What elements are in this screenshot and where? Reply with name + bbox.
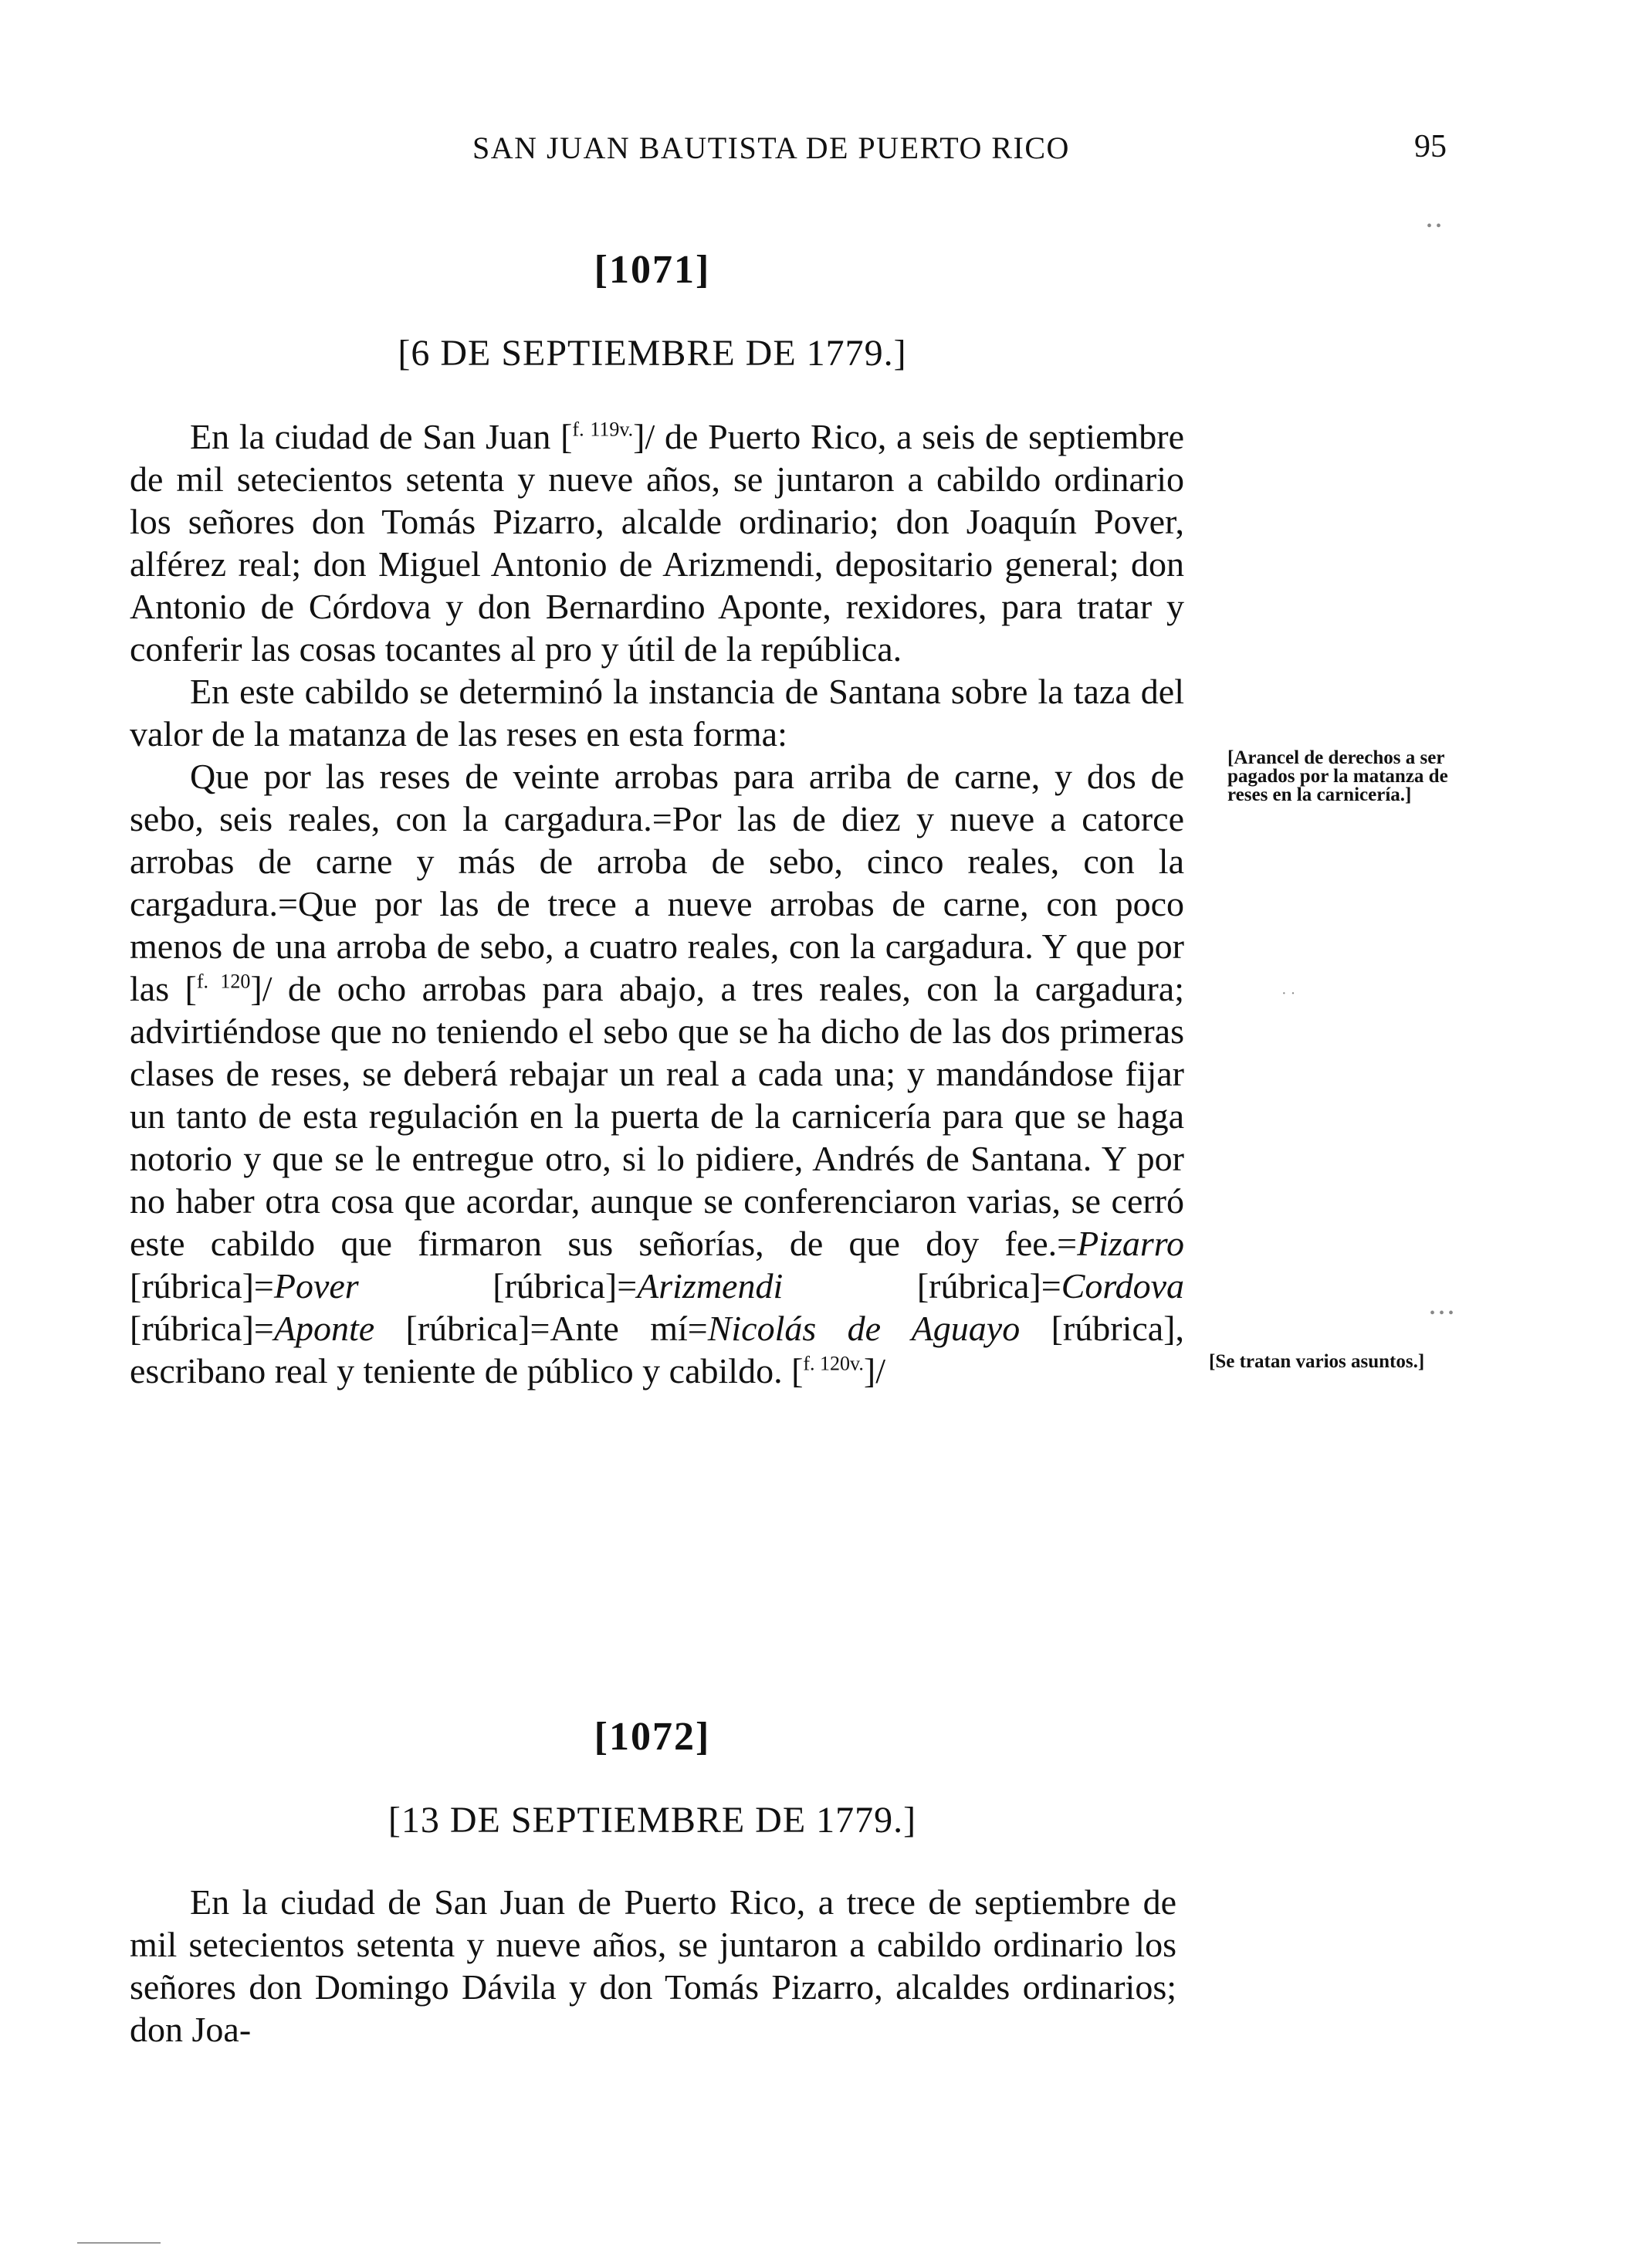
scan-dots: · · [1281, 985, 1296, 1002]
signature-aguayo: Nicolás de Aguayo [707, 1309, 1021, 1348]
running-head: SAN JUAN BAUTISTA DE PUERTO RICO [472, 130, 1070, 165]
footer-rule [77, 2242, 161, 2244]
paragraph-2: En este cabildo se determinó la instancia de Santana sobre la taza del valor de la matanza de las reses en esta forma: [130, 672, 1184, 754]
margin-note-arancel: [Arancel de derechos a ser pagados por la matanza de reses en la carnicería.] [1227, 747, 1448, 805]
signature-aponte: Aponte [273, 1309, 375, 1348]
doc-1072-date: [13 DE SEPTIEMBRE DE 1779.] [388, 1800, 917, 1841]
scan-dots: • • • [1430, 1305, 1454, 1322]
signature-pizarro: Pizarro [1077, 1224, 1184, 1263]
signature-arizmendi: Arizmendi [637, 1266, 784, 1306]
doc-1072-number: [1072] [594, 1715, 711, 1759]
margin-note-asuntos: [Se tratan varios asuntos.] [1209, 1351, 1425, 1372]
doc-1071-number: [1071] [594, 248, 711, 292]
paragraph-3: Que por las reses de veinte arrobas para arriba de carne, y dos de sebo, seis reales, con la cargadura.=Por las de diez y nueve a catorce arrobas de carne y más de arroba de sebo, cinco reales, con la cargadura.=Que por las de trece a nueve arrobas de carne, con poco menos de una arroba de sebo, a cuatro reales, con la cargadura. Y que por las [$^{f. 120}$]/ de ocho arrobas para abajo, a tres reales, con la cargadura; advirtiéndose que no teniendo el sebo que se ha dicho de las dos primeras clases de reses, se deberá rebajar un real a cada una; y mandándose fijar un tanto de esta regulación en la puerta de la carnicería para que se haga notorio y que se le entregue otro, si lo pidiere, Andrés de Santana. Y por no haber otra cosa que acordar, aunque se conferenciaron varias, se cerró este cabildo que firmaron sus señorías, de que doy fee.=Pizarro [rúbrica]=Pover [rúbrica]=Arizmendi [rúbrica]=Cordova [rúbrica]=Aponte [rúbrica]=Ante mí=Nicolás de Aguayo [rúbrica], escribano real y teniente de público y cabildo. [$^{f. 120v.}$]/ [130, 757, 1184, 1391]
doc-1071-body [130, 415, 1184, 1392]
scan-dots: • • [1427, 218, 1442, 235]
paragraph-1: En la ciudad de San Juan [$^{f. 119v.}$]/ de Puerto Rico, a seis de septiembre de mil setecientos setenta y nueve años, se juntaron a cabildo ordinario los señores don Tomás Pizarro, alcalde ordinario; don Joaquín Pover, alférez real; don Miguel Antonio de Arizmendi, depositario general; don Antonio de Córdova y don Bernardino Aponte, rexidores, para tratar y conferir las cosas tocantes al pro y útil de la república. [130, 417, 1184, 669]
doc-1071-date: [6 DE SEPTIEMBRE DE 1779.] [398, 333, 907, 374]
page-number: 95 [1414, 129, 1447, 164]
signature-pover: Pover [273, 1266, 359, 1306]
paragraph-1072-1: En la ciudad de San Juan de Puerto Rico, a trece de septiembre de mil setecientos setenta y nueve años, se juntaron a cabildo ordinario los señores don Domingo Dávila y don Tomás Pizarro, alcaldes ordinarios; don Joa- [130, 1882, 1176, 2049]
signature-cordova: Cordova [1061, 1266, 1184, 1306]
doc-1072-body [130, 1881, 1176, 2051]
